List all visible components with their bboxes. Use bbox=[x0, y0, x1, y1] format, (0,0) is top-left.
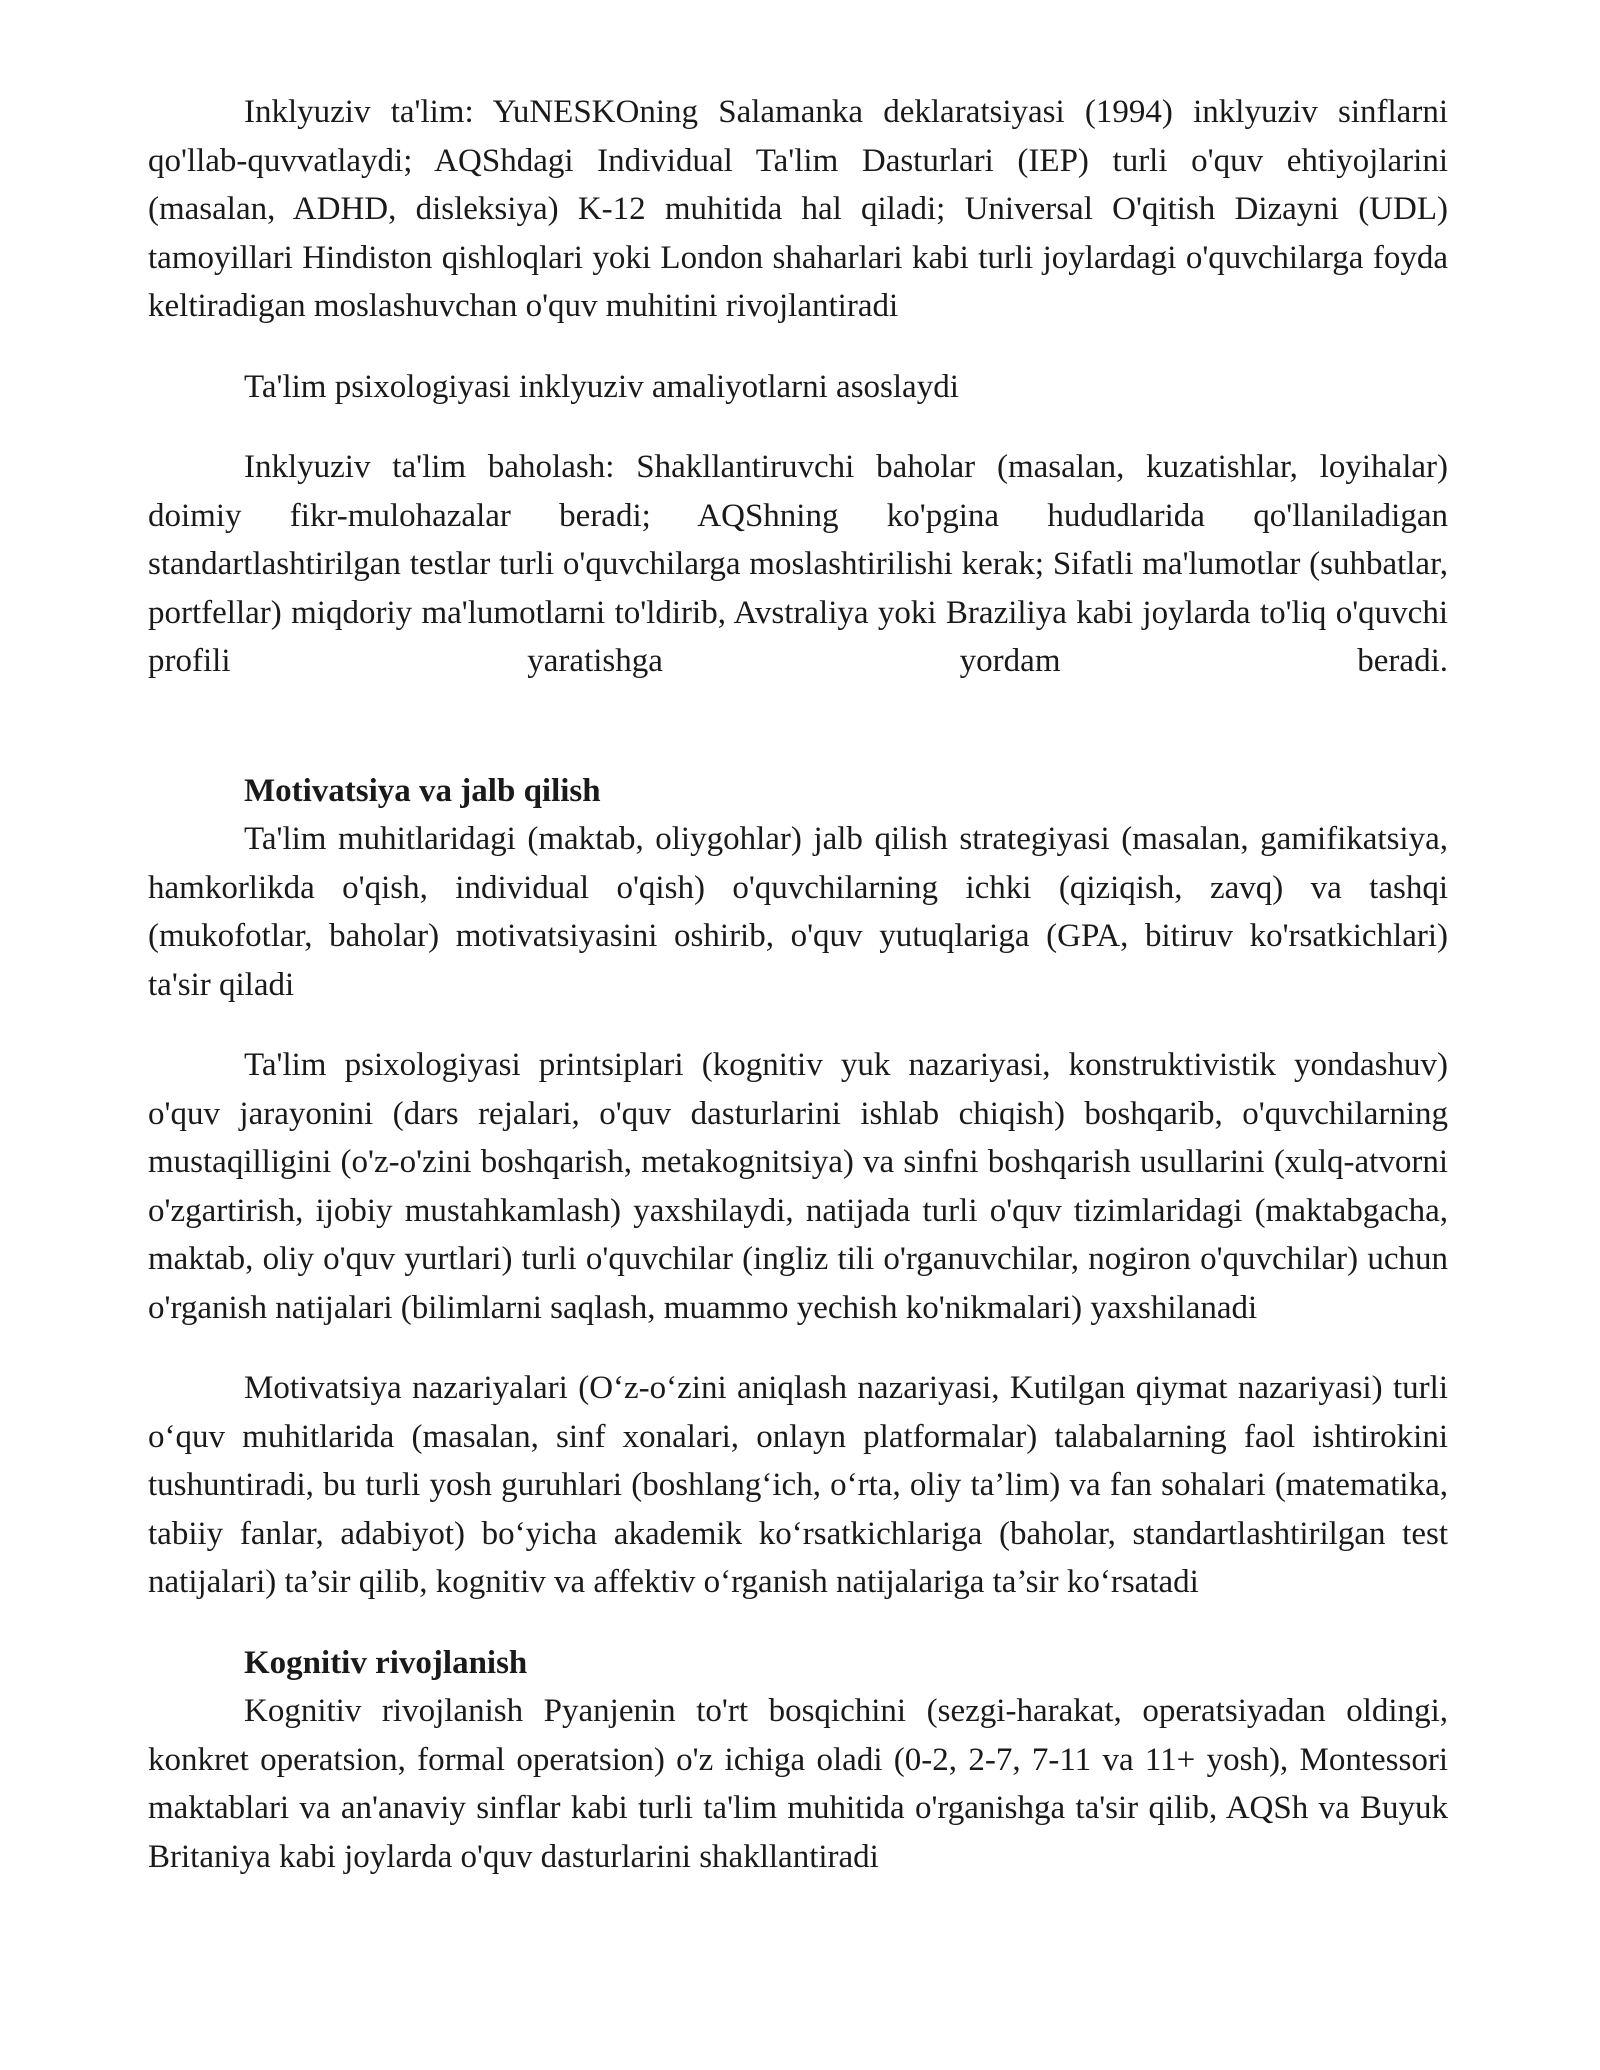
paragraph-cognitive-development: Kognitiv rivojlanish Pyanjenin to'rt bosqichini (sezgi-harakat, operatsiyadan oldingi, konkret operatsion, formal operatsion) o'z ichiga oladi (0-2, 2-7, 7-11 va 11+ yosh), Montessori maktablari va an'anaviy sinflar kabi turli ta'lim muhitida o'rganishga ta'sir qilib, AQSh va Buyuk Britaniya kabi joylarda o'quv dasturlarini shakllantiradi bbox=[148, 1693, 1448, 1875]
document-page bbox=[148, 88, 1448, 1881]
paragraph-psychology-principles: Ta'lim psixologiyasi printsiplari (kognitiv yuk nazariyasi, konstruktivistik yondashuv) o'quv jarayonini (dars rejalari, o'quv dasturlarini ishlab chiqish) boshqarib, o'quvchilarning mustaqilligini (o'z-o'zini boshqarish, metakognitsiya) va sinfni boshqarish usullarini (xulq-atvorni o'zgartirish, ijobiy mustahkamlash) yaxshilaydi, natijada turli o'quv tizimlaridagi (maktabgacha, maktab, oliy o'quv yurtlari) turli o'quvchilar (ingliz tili o'rganuvchilar, nogiron o'quvchilar) uchun o'rganish natijalari (bilimlarni saqlash, muammo yechish ko'nikmalari) yaxshilanadi bbox=[148, 1047, 1448, 1326]
paragraph-inclusive-assessment: Inklyuziv ta'lim baholash: Shakllantiruvchi baholar (masalan, kuzatishlar, loyihalar) doimiy fikr-mulohazalar beradi; AQShning ko'pgina hududlarida qo'llaniladigan standartlashtirilgan testlar turli o'quvchilarga moslashtirilishi kerak; Sifatli ma'lumotlar (suhbatlar, portfellar) miqdoriy ma'lumotlarni to'ldirib, Avstraliya yoki Braziliya kabi joylarda to'liq o'quvchi profili yaratishga yordam beradi. bbox=[148, 449, 1448, 679]
heading-motivation: Motivatsiya va jalb qilish bbox=[244, 772, 601, 809]
paragraph-motivation-theories: Motivatsiya nazariyalari (O‘z-o‘zini aniqlash nazariyasi, Kutilgan qiymat nazariyasi) turli o‘quv muhitlarida (masalan, sinf xonalari, onlayn platformalar) talabalarning faol ishtirokini tushuntiradi, bu turli yosh guruhlari (boshlang‘ich, o‘rta, oliy ta’lim) va fan sohalari (matematika, tabiiy fanlar, adabiyot) bo‘yicha akademik ko‘rsatkichlariga (baholar, standartlashtirilgan test natijalari) ta’sir qilib, kognitiv va affektiv o‘rganish natijalariga ta’sir ko‘rsatadi bbox=[148, 1370, 1448, 1600]
paragraph-inclusive-education: Inklyuziv ta'lim: YuNESKOning Salamanka deklaratsiyasi (1994) inklyuziv sinflarni qo'llab-quvvatlaydi; AQShdagi Individual Ta'lim Dasturlari (IEP) turli o'quv ehtiyojlarini (masalan, ADHD, disleksiya) K-12 muhitida hal qiladi; Universal O'qitish Dizayni (UDL) tamoyillari Hindiston qishloqlari yoki London shaharlari kabi turli joylardagi o'quvchilarga foyda keltiradigan moslashuvchan o'quv muhitini rivojlantiradi bbox=[148, 94, 1448, 324]
heading-cognitive-development: Kognitiv rivojlanish bbox=[244, 1644, 528, 1681]
paragraph-engagement-strategy: Ta'lim muhitlaridagi (maktab, oliygohlar) jalb qilish strategiyasi (masalan, gamifikatsiya, hamkorlikda o'qish, individual o'qish) o'quvchilarning ichki (qiziqish, zavq) va tashqi (mukofotlar, baholar) motivatsiyasini oshirib, o'quv yutuqlariga (GPA, bitiruv ko'rsatkichlari) ta'sir qiladi bbox=[148, 821, 1448, 1003]
paragraph-psychology-inclusive: Ta'lim psixologiyasi inklyuziv amaliyotlarni asoslaydi bbox=[244, 368, 959, 405]
